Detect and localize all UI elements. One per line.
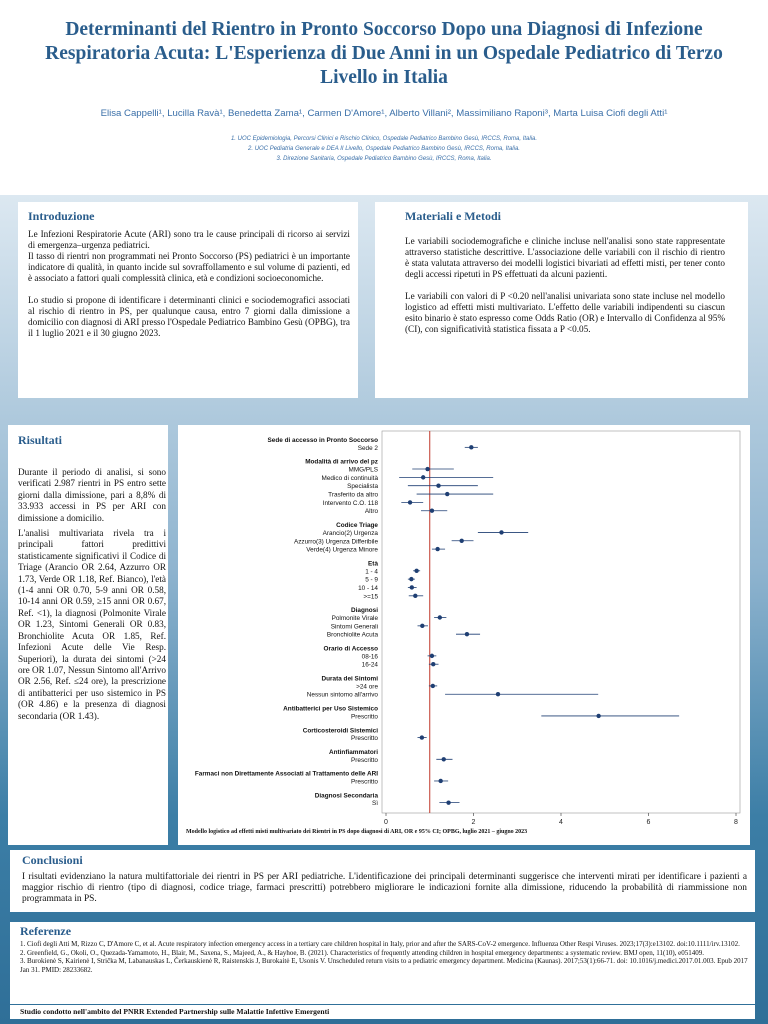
or-point [431, 684, 435, 688]
x-tick-label: 2 [471, 819, 476, 825]
group-label: Modalità di arrivo del pz [305, 458, 378, 466]
or-point [469, 445, 473, 449]
row-label: Sì [371, 800, 378, 808]
row-label: 5 - 9 [365, 576, 378, 584]
or-point [430, 654, 434, 658]
row-label: 08-16 [361, 653, 378, 661]
or-point [442, 757, 446, 761]
row-label: 16-24 [361, 661, 378, 669]
group-label: Antinfiammatori [329, 748, 378, 756]
or-point [436, 484, 440, 488]
row-label: Specialista [347, 483, 378, 491]
or-point [413, 594, 417, 598]
or-point [425, 467, 429, 471]
or-point [438, 779, 442, 783]
introduction-paragraph: Il tasso di rientri non programmati nei Pronto Soccorso (PS) pediatrici è un importante indicatore di qualità, in quanto incide sul sovraffollamento e sul volume di pazienti, ed è associato a fattori quali complessità clinica, età e condizioni socioeconomiche. [28, 251, 350, 283]
row-label: Polmonite Virale [331, 615, 378, 622]
or-point [496, 692, 500, 696]
x-tick-label: 8 [734, 819, 738, 825]
row-label: Bronchiolite Acuta [326, 631, 378, 639]
conclusions-section [10, 850, 755, 912]
or-point [430, 509, 434, 513]
affiliation-1: 1. UOC Epidemiologia, Percorsi Clinici e Rischio Clinico, Ospedale Pediatrico Bambino Gesù, IRCCS, Roma, Italia. [230, 136, 538, 142]
affiliation-2: 2. UOC Pediatria Generale e DEA II Livello, Ospedale Pediatrico Bambino Gesù, IRCCS, Roma, Italia. [248, 146, 520, 152]
or-point [409, 577, 413, 581]
results-section [8, 425, 168, 845]
x-tick-label: 4 [559, 819, 563, 825]
group-label: Orario di Accesso [323, 645, 378, 653]
group-label: Durata dei Sintomi [321, 675, 378, 683]
introduction-heading: Introduzione [28, 209, 95, 223]
x-tick-label: 6 [646, 819, 651, 825]
row-label: Nessun sintomo all'arrivo [306, 691, 378, 699]
methods-paragraph: Le variabili con valori di P <0.20 nell'analisi univariata sono state incluse nel modello logistico ad effetti misti multivariato. L'effetto delle variabili indipendenti su ciascun esito binario è stato espresso come Odds Ratio (OR) e Intervallo di Confidenza al 95% (CI), con significatività statistica fissata a P <0.05. [405, 291, 725, 334]
row-label: Prescritto [351, 713, 378, 721]
methods-heading: Materiali e Metodi [405, 209, 501, 223]
results-paragraph: Durante il periodo di analisi, si sono verificati 2.987 rientri in PS entro sette giorni dalla dimissione, pari a 8,8% di 33.933 accessi in PS per ARI con dimissione a domicilio. [18, 467, 166, 523]
row-label: >=15 [363, 593, 378, 601]
or-point [435, 547, 439, 551]
row-label: Altro [364, 508, 378, 516]
or-point [421, 475, 425, 479]
group-label: Farmaci non Direttamente Associati al Trattamento delle ARI [194, 770, 378, 778]
forest-plot-panel [178, 425, 750, 845]
references-heading: Referenze [20, 924, 72, 938]
or-point [410, 585, 414, 589]
or-point [596, 714, 600, 718]
footer-bar [10, 1005, 755, 1019]
row-label: 1 - 4 [365, 568, 378, 576]
row-label: Prescritto [351, 778, 378, 786]
reference-item: 3. Burokienė S, Kairienė I, Strička M, Labanauskas L, Čerkauskienė R, Raistenskis J, Burokaitė E, Usonis V. Unscheduled return visits to a pediatric emergency department. Medicina (Kaunas). 2017;53(1):66-71. doi: 10.1016/j.medici.2017.01.003. Epub 2017 Jan 31. PMID: 28233682. [20, 957, 748, 974]
group-label: Età [368, 560, 378, 568]
or-point [431, 662, 435, 666]
results-heading: Risultati [18, 433, 63, 447]
row-label: Arancio(2) Urgenza [322, 529, 378, 537]
results-paragraph: L'analisi multivariata rivela tra i principali fattori predittivi statisticamente significativi il Codice di Triage (Arancio OR 2.64, Azzurro OR 1.73, Verde OR 1.18, Ref. Bianco), l'età (1-4 anni OR 0.70, 5-9 anni OR 0.58, 10-14 anni OR 0.59, ≥15 anni OR 0.67, Ref. <1), la diagnosi (Polmonite Virale OR 1.23, Sintomi Generali OR 0.83, Bronchiolite Acuta OR 1.85, Ref. Infezioni Acute delle Vie Resp. Superiori), la durata dei sintomi (>24 ore OR 1.07, Nessun Sintomo all'Arrivo OR 2.56, Ref. ≤24 ore), la prescrizione di antibatterici per uso sistemico in PS (OR 4.86) e la presenza di diagnosi secondaria (OR 1.43). [18, 528, 166, 721]
row-label: 10 - 14 [358, 584, 378, 592]
or-point [420, 624, 424, 628]
or-point [408, 500, 412, 504]
row-label: Sintomi Generali [330, 623, 378, 631]
plot-frame [382, 431, 740, 813]
row-label: >24 ore [356, 683, 378, 691]
introduction-section [18, 202, 358, 398]
or-point [499, 530, 503, 534]
row-label: Verde(4) Urgenza Minore [306, 546, 378, 554]
affiliation-3: 3. Direzione Sanitaria, Ospedale Pediatrico Bambino Gesù, IRCCS, Roma, Italia. [276, 156, 492, 162]
methods-paragraph: Le variabili sociodemografiche e cliniche incluse nell'analisi sono state rappresentate attraverso statistiche descrittive. L'associazione delle variabili con il rischio di rientro è stata valutata attraverso dei modelli logistici bivariati ad effetti misti, per tener conto degli accessi ripetuti in PS effettuati da alcuni pazienti. [405, 236, 725, 279]
group-label: Sede di accesso in Pronto Soccorso [267, 437, 378, 444]
group-label: Diagnosi Secondaria [314, 792, 378, 800]
or-point [414, 569, 418, 573]
or-point [445, 492, 449, 496]
reference-item: 2. Greenfield, G., Okoli, O., Quezada-Yamamoto, H., Blair, M., Saxena, S., Majeed, A., & Hayhoe, B. (2021). Characteristics of frequently attending children in hospital emergency departments: a systematic review. BMJ open, 11(10), e051409. [20, 948, 705, 957]
row-label: Medico di continuità [321, 474, 378, 482]
reference-item: 1. Ciofi degli Atti M, Rizzo C, D'Amore C, et al. Acute respiratory infection emergency access in a tertiary care children hospital in Italy, prior and after the SARS-CoV-2 emergence. Influenza Other Respi Viruses. 2023;17(3):e13102. doi:10.1111/irv.13102. [20, 940, 740, 948]
or-point [438, 615, 442, 619]
or-point [459, 539, 463, 543]
or-point [420, 735, 424, 739]
row-label: Prescritto [351, 756, 378, 764]
row-label: Azzurro(3) Urgenza Differibile [293, 538, 378, 546]
group-label: Corticosteroidi Sistemici [302, 727, 378, 735]
author-list: Elisa Cappelli¹, Lucilla Ravà¹, Benedetta Zama¹, Carmen D'Amore¹, Alberto Villani², Massimiliano Raponi³, Marta Luisa Ciofi degli Atti¹ [100, 108, 668, 119]
poster-title: Determinanti del Rientro in Pronto Soccorso Dopo una Diagnosi di Infezione Respiratoria Acuta: L'Esperienza di Due Anni in un Ospedale Pediatrico di Terzo Livello in Italia [45, 19, 723, 88]
row-label: Prescritto [351, 735, 378, 743]
chart-caption: Modello logistico ad effetti misti multivariato dei Rientri in PS dopo diagnosi di ARI, OR e 95% CI; OPBG, luglio 2021 – giugno 2023 [186, 829, 528, 835]
affiliations [0, 134, 768, 164]
group-label: Antibatterici per Uso Sistemico [283, 705, 378, 713]
footer-text: Studio condotto nell'ambito del PNRR Extended Partnership sulle Malattie Infettive Emergenti [20, 1007, 330, 1016]
row-label: MMG/PLS [348, 466, 378, 474]
or-point [446, 800, 450, 804]
row-label: Sede 2 [357, 444, 378, 452]
row-label: Intervento C.O. 118 [322, 499, 378, 507]
conclusions-text: I risultati evidenziano la natura multifattoriale dei rientri in PS per ARI pediatriche. L'identificazione dei principali determinanti suggerisce che interventi mirati per identificare i pazienti a maggior rischio di rientro (tipo di diagnosi, codice triage, farmaci prescritti) potrebbero migliorare le indicazioni fornite alla dimissione, riducendo la probabilità di riammissione non programmata in PS. [22, 872, 747, 904]
methods-section [375, 202, 748, 398]
introduction-paragraph: Le Infezioni Respiratorie Acute (ARI) sono tra le cause principali di ricorso ai servizi di emergenza–urgenza pediatrici. [28, 229, 350, 250]
or-point [465, 632, 469, 636]
conclusions-heading: Conclusioni [22, 853, 83, 867]
x-tick-label: 0 [384, 819, 388, 825]
row-label: Trasferito da altro [328, 491, 378, 499]
introduction-paragraph: Lo studio si propone di identificare i determinanti clinici e sociodemografici associati al rischio di rientro in PS, per qualunque causa, entro 7 giorni dalla dimissione a domicilio con diagnosi di ARI presso l'Ospedale Pediatrico Bambino Gesù (OPBG), tra il 1 luglio 2021 e il 30 giugno 2023. [28, 295, 350, 338]
group-label: Diagnosi [351, 607, 378, 615]
forest-plot [178, 425, 750, 825]
references-section [10, 922, 755, 1004]
group-label: Codice Triage [336, 522, 378, 530]
